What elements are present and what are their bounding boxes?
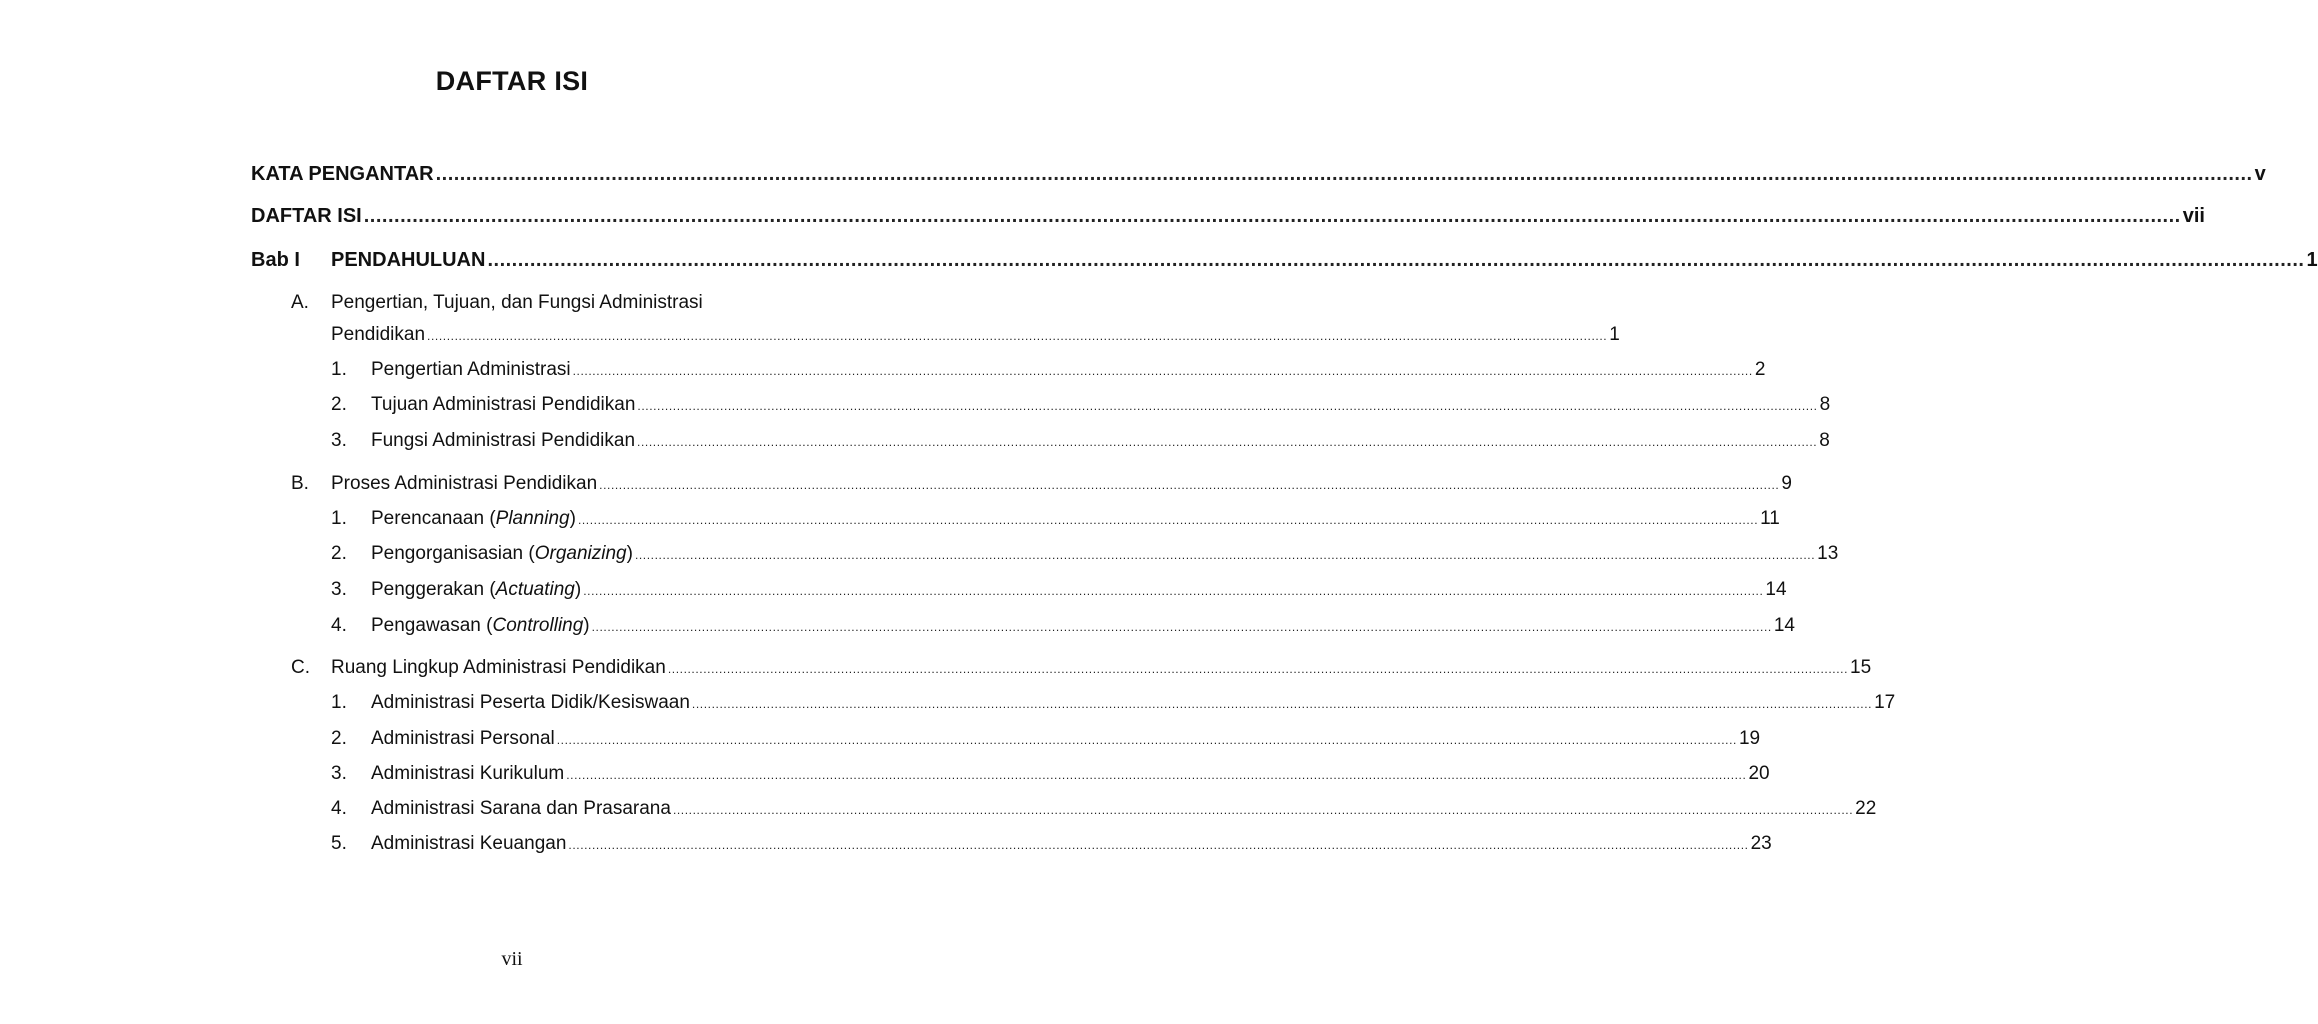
italic-term: Planning bbox=[495, 508, 570, 529]
toc-entry-text: Ruang Lingkup Administrasi Pendidikan bbox=[331, 657, 666, 678]
toc-entry-text: Administrasi Sarana dan Prasarana bbox=[371, 798, 671, 819]
toc-page-number: vii bbox=[2182, 205, 2205, 227]
toc-page-number: 1 bbox=[1609, 324, 1620, 345]
section-marker: C. bbox=[291, 657, 310, 678]
chapter-label: Bab I bbox=[251, 249, 300, 271]
item-number: 4. bbox=[331, 798, 347, 819]
italic-term: Organizing bbox=[534, 543, 627, 564]
toc-entry-section-b[interactable] bbox=[331, 473, 1792, 495]
toc-entry-text: Proses Administrasi Pendidikan bbox=[331, 473, 598, 494]
toc-entry-text: Pengorganisasian (Organizing) bbox=[371, 543, 633, 564]
toc-entry-text: KATA PENGANTAR bbox=[251, 163, 434, 185]
toc-page-number: 19 bbox=[1738, 728, 1761, 749]
dot-leader: ............................................................................................................................................................................................................................................................................................................ bbox=[599, 478, 1780, 492]
dot-leader: ............................................................................................................................................................................................................................................................................................................ bbox=[634, 548, 1816, 562]
dot-leader: ............................................................................................................................................................................................................................................................................................................ bbox=[583, 584, 1764, 598]
dot-leader: ............................................................................................................................................................................................................................................................................................................ bbox=[568, 838, 1749, 852]
dot-leader: ............................................................................................................................................................................................................................................................................................................ bbox=[556, 733, 1737, 747]
toc-entry-item[interactable] bbox=[371, 394, 1831, 416]
toc-page-number: 8 bbox=[1819, 430, 1830, 451]
dot-leader: ............................................................................................................................................................................................................................................................................................................ bbox=[637, 435, 1818, 449]
toc-entry-kata-pengantar[interactable] bbox=[251, 163, 2266, 186]
toc-entry-text: Pendidikan bbox=[331, 324, 426, 345]
item-number: 1. bbox=[331, 508, 347, 529]
toc-page-number: 22 bbox=[1855, 798, 1877, 819]
dot-leader: ............................................................................................................................................................................................................................................................................................................ bbox=[566, 768, 1747, 782]
toc-page-number: 14 bbox=[1765, 579, 1787, 600]
toc-entry-text: Administrasi Kurikulum bbox=[371, 763, 565, 784]
dot-leader: ............................................................................................................................................................................................................................................................................................................ bbox=[363, 205, 2181, 227]
toc-page-number: 20 bbox=[1748, 763, 1770, 784]
toc-entry-text: Penggerakan (Actuating) bbox=[371, 579, 582, 600]
toc-entry-item[interactable] bbox=[371, 615, 1795, 637]
section-marker: A. bbox=[291, 292, 309, 313]
section-marker: B. bbox=[291, 473, 309, 494]
toc-entry-item[interactable] bbox=[371, 763, 1770, 785]
toc-entry-text: Fungsi Administrasi Pendidikan bbox=[371, 430, 636, 451]
toc-entry-item[interactable] bbox=[371, 430, 1830, 452]
dot-leader: ............................................................................................................................................................................................................................................................................................................ bbox=[487, 249, 2305, 271]
toc-entry-item[interactable] bbox=[371, 728, 1761, 750]
dot-leader: ............................................................................................................................................................................................................................................................................................................ bbox=[672, 803, 1854, 817]
item-number: 2. bbox=[331, 728, 347, 749]
item-number: 4. bbox=[331, 615, 347, 636]
toc-entry-item[interactable] bbox=[371, 508, 1780, 530]
dot-leader: ............................................................................................................................................................................................................................................................................................................ bbox=[577, 513, 1759, 527]
toc-entry-text: Administrasi Keuangan bbox=[371, 833, 567, 854]
toc-entry-text: Perencanaan (Planning) bbox=[371, 508, 576, 529]
page-title: DAFTAR ISI bbox=[435, 66, 589, 96]
toc-entry-item[interactable] bbox=[371, 833, 1772, 855]
toc-entry-section-c[interactable] bbox=[331, 657, 1872, 679]
italic-term: Controlling bbox=[492, 615, 584, 636]
toc-entry-text: Pengertian Administrasi bbox=[371, 359, 571, 380]
toc-entry-text: Pengawasan (Controlling) bbox=[371, 615, 590, 636]
dot-leader: ............................................................................................................................................................................................................................................................................................................ bbox=[591, 620, 1772, 634]
toc-page-number: 15 bbox=[1850, 657, 1872, 678]
item-number: 3. bbox=[331, 430, 347, 451]
item-number: 3. bbox=[331, 763, 347, 784]
item-number: 2. bbox=[331, 394, 347, 415]
toc-page-number: 23 bbox=[1750, 833, 1772, 854]
item-number: 2. bbox=[331, 543, 347, 564]
item-number: 3. bbox=[331, 579, 347, 600]
dot-leader: ............................................................................................................................................................................................................................................................................................................ bbox=[667, 662, 1849, 676]
toc-entry-text-line1[interactable]: Pengertian, Tujuan, dan Fungsi Administrasi bbox=[331, 292, 703, 313]
toc-page-number: 17 bbox=[1874, 692, 1896, 713]
toc-entry-item[interactable] bbox=[371, 579, 1787, 601]
toc-entry-daftar-isi[interactable] bbox=[251, 205, 2205, 228]
toc-page-number: 1 bbox=[2306, 249, 2318, 271]
toc-page-number: v bbox=[2254, 163, 2266, 185]
page-number-footer: vii bbox=[501, 948, 523, 970]
dot-leader: ............................................................................................................................................................................................................................................................................................................ bbox=[691, 697, 1873, 711]
toc-page-number: 2 bbox=[1754, 359, 1766, 380]
toc-entry-chapter[interactable] bbox=[331, 249, 2318, 272]
toc-page-number: 9 bbox=[1781, 473, 1792, 494]
dot-leader: ............................................................................................................................................................................................................................................................................................................ bbox=[572, 364, 1753, 378]
item-number: 5. bbox=[331, 833, 347, 854]
italic-term: Actuating bbox=[495, 579, 575, 600]
dot-leader: ............................................................................................................................................................................................................................................................................................................ bbox=[435, 163, 2253, 185]
toc-entry-text: Administrasi Personal bbox=[371, 728, 555, 749]
toc-entry-item[interactable] bbox=[371, 798, 1877, 820]
toc-entry-section-a[interactable] bbox=[331, 324, 1620, 346]
toc-entry-text: PENDAHULUAN bbox=[331, 249, 486, 271]
toc-page-number: 11 bbox=[1760, 508, 1780, 529]
toc-entry-item[interactable] bbox=[371, 692, 1896, 714]
toc-page-number: 8 bbox=[1819, 394, 1831, 415]
toc-page-number: 14 bbox=[1773, 615, 1795, 636]
item-number: 1. bbox=[331, 692, 347, 713]
toc-entry-text: Tujuan Administrasi Pendidikan bbox=[371, 394, 636, 415]
toc-entry-text: DAFTAR ISI bbox=[251, 205, 362, 227]
toc-page-number: 13 bbox=[1817, 543, 1839, 564]
dot-leader: ............................................................................................................................................................................................................................................................................................................ bbox=[427, 329, 1608, 343]
toc-entry-item[interactable] bbox=[371, 359, 1766, 381]
toc-entry-text: Administrasi Peserta Didik/Kesiswaan bbox=[371, 692, 690, 713]
dot-leader: ............................................................................................................................................................................................................................................................................................................ bbox=[637, 399, 1818, 413]
item-number: 1. bbox=[331, 359, 347, 380]
toc-entry-item[interactable] bbox=[371, 543, 1839, 565]
